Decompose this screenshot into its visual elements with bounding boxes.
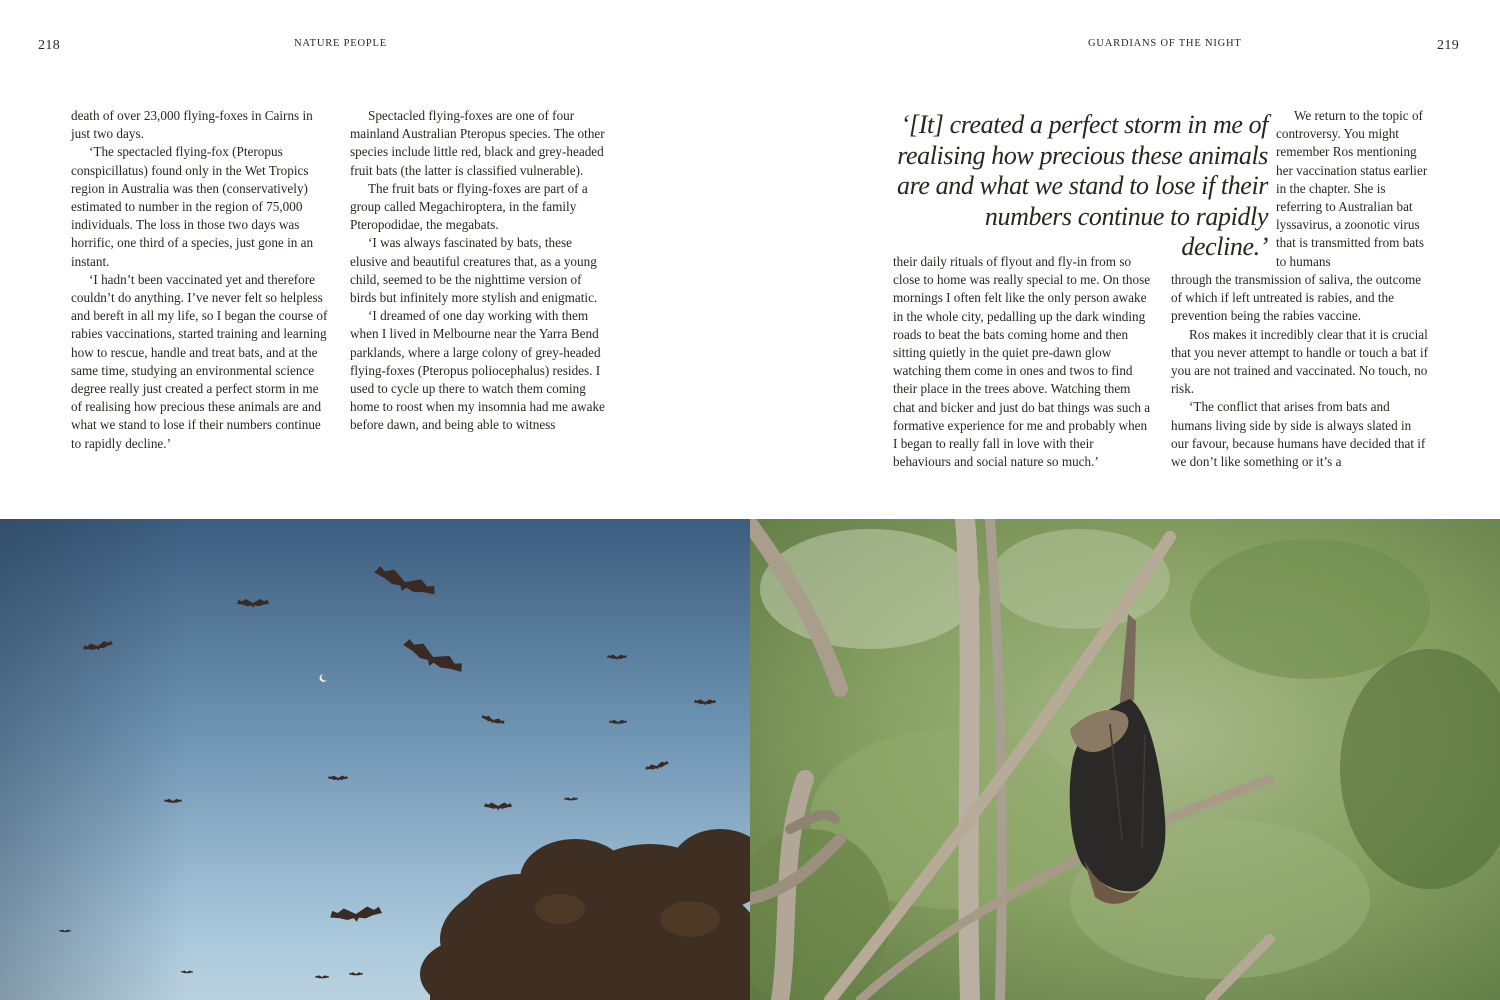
paragraph: Spectacled flying-foxes are one of four mainland Australian Pteropus species. The other species include little red, black and grey-headed fruit bats (the latter is classified vulnerable). xyxy=(350,108,605,178)
paragraph: We return to the topic of controversy. You might remember Ros mentioning her vaccination status earlier in the chapter. She is referring to Australian bat lyssavirus, a zoonotic virus that is transmitted from bats to humans xyxy=(1276,108,1428,269)
left-column-1 xyxy=(71,107,329,453)
photo-bat-hanging-on-branch xyxy=(750,519,1500,1000)
pull-quote: ‘[It] created a perfect storm in me of realising how precious these animals are and what we stand to lose if their numbers continue to rapidly decline.’ xyxy=(897,110,1268,261)
right-column-2-bottom xyxy=(1171,271,1429,471)
paragraph: their daily rituals of flyout and fly-in from so close to home was really special to me. On those mornings I often felt like the only person awake in the whole city, pedalling up the dark winding roads to beat the bats coming home and then sitting quietly in the quiet pre-dawn glow watching them come in ones and twos to find their place in the trees above. Watching them chat and bicker and just do bat things was such a formative experience for me and probably when I began to really fall in love with their behaviours and social nature so much.’ xyxy=(893,254,1151,470)
paragraph: ‘I hadn’t been vaccinated yet and therefore couldn’t do anything. I’ve never felt so helpless and bereft in all my life, so I began the course of rabies vaccinations, started training and learning how to rescue, handle and treat bats, and at the same time, studying an environmental science degree really just created a perfect storm in me of realising how precious these animals are and what we stand to lose if their numbers continue to rapidly decline.’ xyxy=(71,271,328,451)
page-number-left: 218 xyxy=(38,38,61,53)
paragraph: The fruit bats or flying-foxes are part of a group called Megachiroptera, in the family Pteropodidae, the megabats. xyxy=(350,180,588,233)
paragraph: ‘The conflict that arises from bats and humans living side by side is always slated in our favour, because humans have decided that if we don’t like something or it’s a xyxy=(1171,399,1426,470)
paragraph: Ros makes it incredibly clear that it is crucial that you never attempt to handle or touch a bat if you are not trained and vaccinated. No touch, no risk. xyxy=(1171,326,1429,397)
running-head-left: NATURE PEOPLE xyxy=(294,38,387,49)
photo-bats-in-sky xyxy=(0,519,750,1000)
paragraph: through the transmission of saliva, the outcome of which if left untreated is rabies, and the prevention being the rabies vaccine. xyxy=(1171,272,1422,324)
right-column-1 xyxy=(893,253,1151,471)
paragraph: ‘I dreamed of one day working with them when I lived in Melbourne near the Yarra Bend parklands, where a large colony of grey-headed flying-foxes (Pteropus poliocephalus) resides. I used to cycle up there to watch them coming home to roost when my insomnia had me awake before dawn, and being able to witness xyxy=(350,308,605,433)
paragraph: ‘The spectacled flying-fox (Pteropus conspicillatus) found only in the Wet Tropics region in Australia was then (conservatively) estimated to number in the region of 75,000 individuals. The loss in those two days was horrific, one third of a species, just gone in an instant. xyxy=(71,144,314,269)
left-column-2 xyxy=(350,107,608,435)
right-column-2-top xyxy=(1276,107,1428,271)
paragraph: death of over 23,000 flying-foxes in Cairns in just two days. xyxy=(71,108,313,142)
page-number-right: 219 xyxy=(1437,38,1460,53)
running-head-right: GUARDIANS OF THE NIGHT xyxy=(1088,38,1242,49)
paragraph: ‘I was always fascinated by bats, these elusive and beautiful creatures that, as a young child, seemed to be the nighttime version of birds but infinitely more stylish and enigmatic. xyxy=(350,235,598,306)
